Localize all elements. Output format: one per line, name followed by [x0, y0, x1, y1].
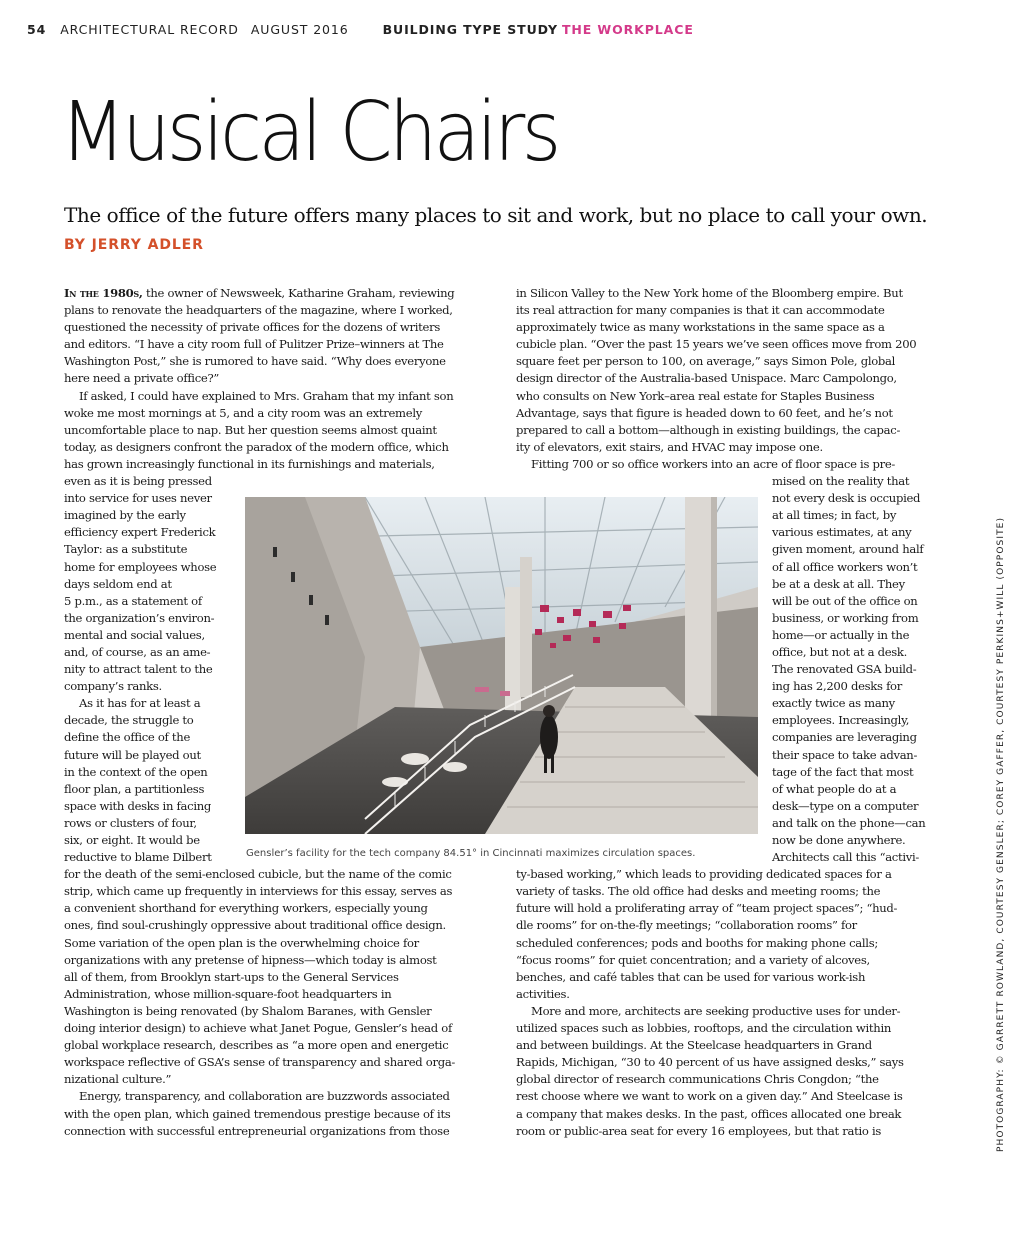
body-text: Energy, transparency, and collaboration are buzzwords associated — [79, 1089, 450, 1104]
body-text: Fitting 700 or so office workers into an acre of floor space is pre- — [531, 456, 896, 471]
body-text-line — [64, 1003, 455, 1020]
body-text-line — [64, 388, 455, 405]
body-text: doing interior design) to achieve what Janet Pogue, Gensler’s head of — [64, 1021, 452, 1036]
body-text-line — [64, 302, 455, 319]
body-text-line — [516, 832, 925, 849]
body-text: now be done anywhere. — [772, 833, 906, 847]
body-text-line — [516, 405, 925, 422]
body-text-line — [64, 969, 455, 986]
body-text-line — [64, 1037, 455, 1054]
body-text-line — [64, 439, 455, 456]
body-text: the owner of Newsweek, Katharine Graham, reviewing — [142, 286, 455, 300]
body-text-line — [516, 1106, 925, 1123]
body-text: strip, which came up frequently in interviews for this essay, serves as — [64, 884, 453, 899]
body-text-line — [516, 900, 925, 917]
body-text-line — [64, 1020, 455, 1037]
body-text: in Silicon Valley to the New York home of the Bloomberg empire. But — [516, 286, 903, 300]
body-text: into service for uses never — [64, 491, 212, 506]
body-text: home for employees whose — [64, 559, 217, 574]
body-text: imagined by the early — [64, 508, 186, 523]
section-label: BUILDING TYPE STUDY — [382, 22, 558, 37]
body-text: companies are leveraging — [772, 730, 917, 745]
body-text: square feet per person to 100, on average,” says Simon Pole, global — [516, 354, 896, 369]
body-text-line — [64, 1106, 455, 1123]
body-text: company’s ranks. — [64, 679, 162, 694]
body-text: office, but not at a desk. — [772, 644, 908, 659]
body-text-line — [516, 302, 925, 319]
body-text-line — [64, 319, 455, 336]
body-text: given moment, around half — [772, 542, 924, 557]
body-text-line — [64, 917, 455, 934]
body-text: not every desk is occupied — [772, 491, 921, 506]
body-text-line — [516, 473, 925, 490]
body-text-line — [516, 986, 925, 1003]
body-text: and, of course, as an ame- — [64, 644, 211, 659]
publication-name: ARCHITECTURAL RECORD — [60, 22, 239, 37]
body-text-line — [516, 439, 925, 456]
body-text: home—or actually in the — [772, 627, 910, 642]
body-text: with the open plan, which gained tremendous prestige because of its — [64, 1106, 451, 1121]
body-text: of what people do at a — [772, 781, 897, 796]
body-text-line — [64, 883, 455, 900]
body-text-line — [64, 405, 455, 422]
body-text: “focus rooms” for quiet concentration; and a variety of alcoves, — [516, 952, 870, 967]
article-title: Musical Chairs — [60, 85, 558, 180]
body-text: More and more, architects are seeking productive uses for under- — [531, 1003, 901, 1018]
body-text: the organization’s environ- — [64, 610, 215, 625]
body-text: all of them, from Brooklyn start-ups to the General Services — [64, 969, 399, 984]
body-text-line — [516, 952, 925, 969]
body-text-line — [516, 1037, 925, 1054]
run-in-lead: In the 1980s, — [64, 286, 143, 300]
photo-credit: PHOTOGRAPHY: © GARRETT ROWLAND, COURTESY GENSLER; COREY GAFFER, COURTESY PERKINS+WILL (OPPOSITE) — [996, 516, 1006, 1152]
body-text-line — [516, 456, 925, 473]
body-text: utilized spaces such as lobbies, rooftops, and the circulation within — [516, 1021, 892, 1036]
body-text: desk—type on a computer — [772, 798, 919, 813]
body-text: ty-based working,” which leads to providing dedicated spaces for a — [516, 867, 892, 882]
body-text-line — [64, 1123, 455, 1140]
body-text: nizational culture.” — [64, 1072, 172, 1087]
body-text: a convenient shorthand for everything workers, especially young — [64, 901, 428, 916]
body-text: floor plan, a partitionless — [64, 781, 205, 796]
body-text-line — [64, 1054, 455, 1071]
body-text: mised on the reality that — [772, 474, 910, 489]
body-text: Administration, whose million-square-foot headquarters in — [64, 986, 392, 1001]
body-text: Washington Post,” she is rumored to have said. “Why does everyone — [64, 354, 446, 369]
body-text-line — [64, 422, 455, 439]
body-text: decade, the struggle to — [64, 713, 194, 728]
issue-date: AUGUST 2016 — [250, 22, 349, 37]
body-text: plans to renovate the headquarters of the magazine, where I worked, — [64, 303, 453, 318]
body-text-line — [516, 969, 925, 986]
body-text: reductive to blame Dilbert — [64, 850, 212, 865]
section-topic: THE WORKPLACE — [561, 22, 694, 37]
body-text: employees. Increasingly, — [772, 713, 910, 728]
running-header — [27, 22, 706, 37]
body-text: today, as designers confront the paradox of the modern office, which — [64, 439, 449, 454]
body-text: who consults on New York–area real estate for Staples Business — [516, 388, 875, 403]
body-text: be at a desk at all. They — [772, 576, 905, 591]
body-text: global workplace research, describes as “a more open and energetic — [64, 1038, 449, 1053]
body-text: six, or eight. It would be — [64, 833, 200, 847]
page-number: 54 — [27, 22, 47, 37]
body-text: will be out of the office on — [772, 593, 918, 608]
body-text: tage of the fact that most — [772, 764, 914, 779]
body-text-line — [516, 370, 925, 387]
body-text: ones, find soul-crushingly oppressive about traditional office design. — [64, 918, 446, 933]
body-text: As it has for at least a — [79, 696, 201, 711]
body-text-line — [64, 1088, 455, 1105]
body-text: Some variation of the open plan is the overwhelming choice for — [64, 935, 419, 950]
body-text-line — [64, 285, 455, 302]
body-text: uncomfortable place to nap. But her question seems almost quaint — [64, 422, 437, 437]
body-text: ity of elevators, exit stairs, and HVAC may impose one. — [516, 439, 823, 454]
body-text-line — [516, 319, 925, 336]
body-text-line — [516, 866, 925, 883]
body-text-line — [516, 422, 925, 439]
body-text: global director of research communications Chris Congdon; “the — [516, 1072, 879, 1087]
body-text-line — [64, 473, 455, 490]
body-text: Taylor: as a substitute — [64, 542, 188, 557]
body-text: mental and social values, — [64, 627, 205, 642]
body-text: room or public-area seat for every 16 employees, but that ratio is — [516, 1123, 882, 1138]
body-text: approximately twice as many workstations in the same space as a — [516, 320, 885, 335]
body-text-line — [64, 935, 455, 952]
body-text: and between buildings. At the Steelcase headquarters in Grand — [516, 1038, 872, 1053]
body-text: has grown increasingly functional in its furnishings and materials, — [64, 456, 435, 471]
body-text: space with desks in facing — [64, 798, 212, 813]
atrium-photo — [245, 497, 758, 834]
body-text: questioned the necessity of private offices for the dozens of writers — [64, 320, 440, 335]
body-text: ing has 2,200 desks for — [772, 679, 902, 694]
body-text-line — [516, 1123, 925, 1140]
body-text-line — [516, 1020, 925, 1037]
body-text-line — [516, 1088, 925, 1105]
body-text: design director of the Australia-based Unispace. Marc Campolongo, — [516, 371, 897, 386]
body-text: Architects call this “activi- — [772, 850, 920, 865]
body-text-line — [64, 952, 455, 969]
body-text: workspace reflective of GSA’s sense of transparency and shared orga- — [64, 1055, 456, 1070]
body-text: future will hold a proliferating array of “team project spaces”; “hud- — [516, 901, 898, 916]
article-byline: BY JERRY ADLER — [64, 237, 204, 253]
body-text: 5 p.m., as a statement of — [64, 593, 202, 608]
body-text-line — [516, 935, 925, 952]
body-text: its real attraction for many companies is that it can accommodate — [516, 303, 885, 318]
photo-caption: Gensler’s facility for the tech company 84.51° in Cincinnati maximizes circulation spaces. — [246, 848, 696, 859]
body-text-line — [64, 353, 455, 370]
body-text-line — [64, 866, 455, 883]
body-text: and editors. “I have a city room full of Pulitzer Prize–winners at The — [64, 337, 444, 352]
body-text: prepared to call a bottom—although in existing buildings, the capac- — [516, 422, 901, 437]
body-text-line — [516, 1054, 925, 1071]
body-text-line — [64, 336, 455, 353]
body-text: nity to attract talent to the — [64, 662, 213, 677]
body-text: activities. — [516, 986, 570, 1001]
body-text: at all times; in fact, by — [772, 508, 897, 523]
body-text-line — [64, 832, 455, 849]
body-text-line — [64, 900, 455, 917]
body-text: organizations with any pretense of hipness—which today is almost — [64, 952, 437, 967]
body-text: dle rooms” for on-the-fly meetings; “collaboration rooms” for — [516, 918, 857, 933]
body-text: various estimates, at any — [772, 525, 912, 540]
body-text: even as it is being pressed — [64, 474, 212, 489]
body-text: rest choose where we want to work on a given day.” And Steelcase is — [516, 1089, 903, 1104]
body-text: variety of tasks. The old office had desks and meeting rooms; the — [516, 884, 881, 899]
body-text-line — [516, 353, 925, 370]
body-text-line — [516, 883, 925, 900]
body-text: future will be played out — [64, 747, 201, 762]
body-text: efficiency expert Frederick — [64, 525, 216, 540]
body-text-line — [516, 917, 925, 934]
body-text: benches, and café tables that can be used for various work-ish — [516, 969, 866, 984]
body-text: of all office workers won’t — [772, 559, 918, 574]
body-text: connection with successful entrepreneurial organizations from those — [64, 1123, 450, 1138]
body-text-line — [516, 336, 925, 353]
body-text: their space to take advan- — [772, 747, 918, 762]
body-text-line — [516, 1003, 925, 1020]
body-text: woke me most mornings at 5, and a city room was an extremely — [64, 405, 422, 420]
body-text: a company that makes desks. In the past, offices allocated one break — [516, 1106, 902, 1121]
body-text-line — [516, 388, 925, 405]
body-text: rows or clusters of four, — [64, 815, 197, 830]
body-text: in the context of the open — [64, 764, 208, 779]
body-text: Rapids, Michigan, “30 to 40 percent of us have assigned desks,” says — [516, 1055, 904, 1070]
body-text: cubicle plan. “Over the past 15 years we’ve seen offices move from 200 — [516, 337, 917, 352]
body-text: define the office of the — [64, 730, 191, 745]
atrium-photo-illustration — [245, 497, 758, 834]
body-text: business, or working from — [772, 610, 919, 625]
body-text: exactly twice as many — [772, 696, 895, 711]
body-text: and talk on the phone—can — [772, 815, 926, 830]
body-text: for the death of the semi-enclosed cubicle, but the name of the comic — [64, 867, 452, 882]
body-text-line — [516, 1071, 925, 1088]
body-text: scheduled conferences; pods and booths for making phone calls; — [516, 935, 878, 950]
body-text: Advantage, says that figure is headed down to 60 feet, and he’s not — [516, 405, 893, 420]
article-subtitle: The office of the future offers many places to sit and work, but no place to call your own. — [64, 203, 928, 227]
body-text-line — [64, 1071, 455, 1088]
body-text: days seldom end at — [64, 576, 172, 591]
body-text: If asked, I could have explained to Mrs. Graham that my infant son — [79, 388, 454, 403]
body-text: Washington is being renovated (by Shalom Baranes, with Gensler — [64, 1003, 432, 1018]
body-text: The renovated GSA build- — [772, 662, 917, 677]
body-text: here need a private office?” — [64, 371, 220, 386]
body-text-line — [64, 370, 455, 387]
body-text-line — [516, 285, 925, 302]
body-text-line — [64, 456, 455, 473]
body-text-line — [64, 986, 455, 1003]
